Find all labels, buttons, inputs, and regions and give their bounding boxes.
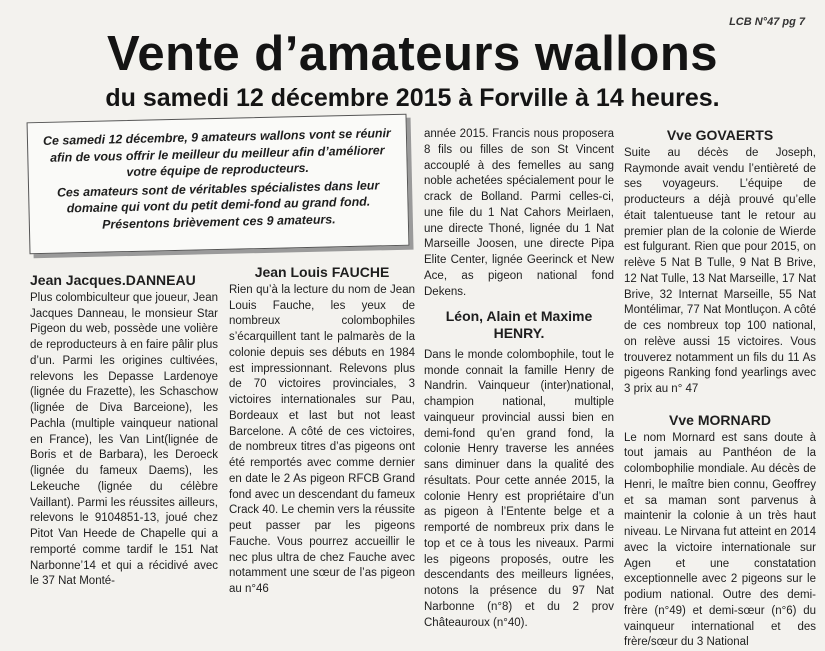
heading-danneau: Jean Jacques.DANNEAU [30, 272, 196, 288]
intro-paragraph-2: Ces amateurs sont de véritables spécialistes dans leur domaine qui vont du petit demi-fond au grand fond. Présentons brièvement ces 9 amateurs. [56, 177, 380, 232]
body-govaerts: Suite au décès de Joseph, Raymonde avait vendu l’entièreté de ses voyageurs. L’équipe de producteurs a déjà prouvé qu’elle était talentueuse tant le retour au premier plan de la colonie de Wierde est fulgurant. Rien que pour 2015, on relève 5 Nat B Tulle, 9 Nat B Brive, 12 Nat Tulle, 13 Nat Marseille, 17 Nat Brive, 32 Internat Marseille, 55 Nat Montélimar, 77 Nat Montluçon. A côté de ces nombreux top 100 national, on relève aussi 15 victoires. Vous trouverez notamment un fils du 11 As pigeons Ranking fond yearlings avec 3 prix au n° 47 [624, 146, 816, 396]
body-fauche-continued: année 2015. Francis nous proposera 8 fils ou filles de son St Vincent accouplé à des femelles au sang noble achetées spécialement pour le crack de Bolland. Parmi celles-ci, une file du 1 Nat Cahors Meirlaen, une directe Thoné, lignée du 1 Nat Marseille Joosen, une directe Pipa Elite Center, lignée Geerinck et New Ace, as pigeon national fond Dekens. [424, 128, 614, 298]
column-fauche [229, 264, 415, 598]
article-subtitle: du samedi 12 décembre 2015 à Forville à 14 heures. [105, 84, 720, 112]
article-title: Vente d’amateurs wallons [106, 27, 719, 81]
heading-govaerts: Vve GOVAERTS [666, 127, 774, 143]
body-henry: Dans le monde colombophile, tout le monde connait la famille Henry de Nandrin. Vainqueur (inter)national, champion national, multiple vainqueur provincial aussi bien en demi-fond qu’en grand fond, la colonie Henry traverse les années sans diminuer dans la qualité des résultats. Pour cette année 2015, la colonie Henry est propriétaire d’un as pigeon à l’Entente belge et a remporté de nombreux prix dans le top et ce à tous les niveaux. Parmi les pigeons proposés, outre les descendants des meilleurs lignées, notons la présence du 97 Nat Narbonne (n°8) et du 2 prov Châteauroux (n°40). [424, 348, 614, 629]
heading-mornard: Vve MORNARD [669, 411, 771, 428]
body-fauche: Rien qu’à la lecture du nom de Jean Louis Fauche, les yeux de nombreux colombophiles s’écarquillent tant le palmarès de la colonie depuis ses débuts en 1984 est impressionnant. Relevons plus de 70 victoires provinciales, 3 victoires internationales sur Pau, Bordeaux et last but not least Barcelone. A côté de ces victoires, de nombreux titres d’as pigeons ont été remportés avec comme dernier en date le 2 As pigeon RFCB Grand fond avec un descendant du fameux Crack 40. Le chemin vers la réussite peut passer par les pigeons Fauche. Vous pourrez accueillir le nec plus ultra de chez Fauche avec notamment une sœur de l’as pigeon au n°46 [229, 283, 415, 596]
column-danneau [30, 272, 218, 590]
column-govaerts-mornard [624, 127, 816, 651]
intro-paragraph-1: Ce samedi 12 décembre, 9 amateurs wallons vont se réunir afin de vous offrir le meilleur du meilleur afin d’améliorer votre équipe de reproducteurs. [42, 126, 391, 180]
body-mornard: Le nom Mornard est sans doute à tout jamais au Panthéon de la colombophilie mondiale. Au décès de Henri, le maître bien connu, Geoffrey et sa maman sont parvenus à maintenir la colonie à un très haut niveau. Le Nirvana fut atteint en 2014 avec la victoire internationale sur Agen et une constatation exceptionnelle avec 2 pigeons sur le podium national. Outre des demi-frère (n°49) et demi-sœur (n°6) du vainqueur international et des frère/sœur du 3 National [624, 431, 816, 649]
intro-box [27, 114, 410, 255]
page-reference: LCB N°47 pg 7 [729, 16, 805, 28]
column-henry [424, 127, 614, 631]
heading-henry: Léon, Alain et Maxime HENRY. [445, 308, 593, 342]
heading-fauche: Jean Louis FAUCHE [254, 264, 390, 280]
body-danneau: Plus colombiculteur que joueur, Jean Jacques Danneau, le monsieur Star Pigeon du web, possède une volière de reproducteurs à en faire pâlir plus d’un. Parmi les origines cultivées, relevons les Depasse Lardenoye (lignée du Frazette), les Schaschow (lignée de Diva Barceione), les Pachla (multiple vainqueur national en France), les Van Lint(lignée de Boris et de Barbara), les Deroeck (lignée du fameux Daems), les Lekeuche (lignée du célèbre Vaillant). Parmi les réussites ailleurs, relevons le 9104851-13, joué chez Pitot Van Heede de Chapelle qui a remporté comme tardif le 151 Nat Narbonne’14 et qui a récidivé avec le 37 Nat Monté- [30, 291, 218, 588]
